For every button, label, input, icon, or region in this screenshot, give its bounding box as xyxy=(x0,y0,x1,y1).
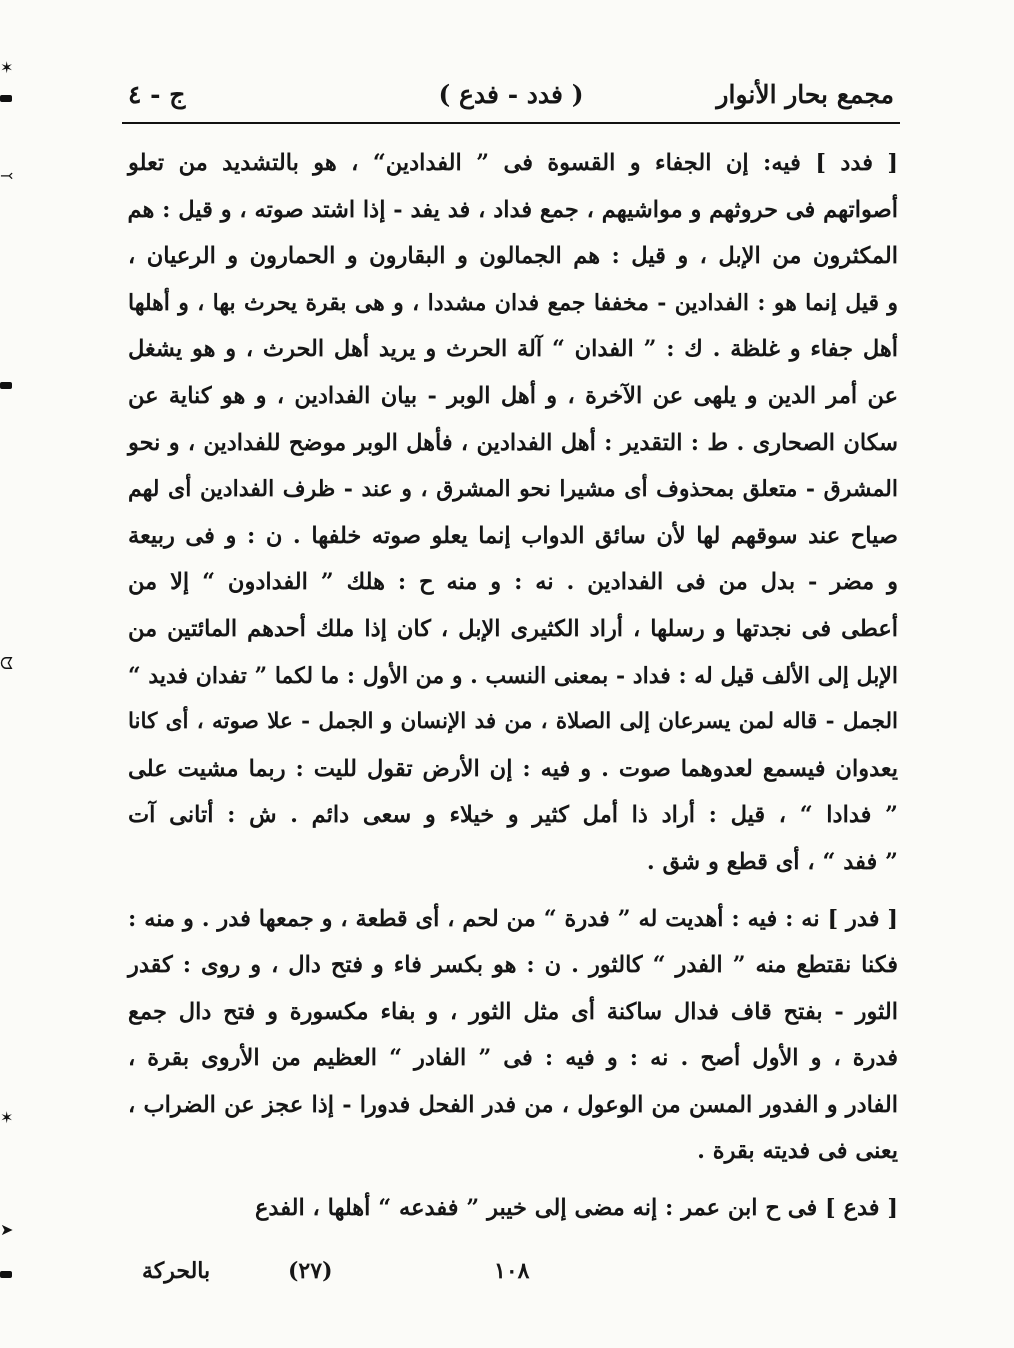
margin-tick-mark: ᗧ xyxy=(0,654,14,673)
book-title: مجمع بحار الأنوار xyxy=(716,80,894,109)
text-line: الجمل - قاله لمن يسرعان إلى الصلاة ، من فد الإنسان و الجمل - علا صوته ، أى كانا xyxy=(128,709,898,735)
text-line: سكان الصحارى . ط : التقدير : أهل الفدادين ، فأهل الوبر موضح للفدادين ، و نحو xyxy=(128,429,898,456)
text-line: الفادر و الفدور المسن من الوعول ، من فدر الفحل فدورا - إذا عجز عن الضراب ، xyxy=(128,1091,898,1118)
page-footer xyxy=(128,1254,894,1294)
body-text xyxy=(128,140,898,1232)
text-line: يعنى فى فديته بقرة . xyxy=(697,1138,898,1165)
text-line: المكثرون من الإبل ، و قيل : هم الجمالون و البقارون و الحمارون و الرعيان ، xyxy=(128,243,898,270)
text-line: الإبل إلى الألف قيل له : فداد - بمعنى النسب . و من الأول : ما لكما ” تفدان فديد “ xyxy=(128,662,898,689)
margin-tick-mark: ⤙ xyxy=(0,166,14,185)
text-line: الثور - بفتح قاف فدال ساكنة أى مثل الثور ، و بفاء مكسورة و فتح دال جمع xyxy=(128,998,898,1025)
text-line: فدرة ، و الأول أصح . نه : و فيه : فى ” الفادر “ العظيم من الأروى بقرة ، xyxy=(128,1045,898,1072)
entry-paragraph xyxy=(128,140,898,886)
text-line: و قيل إنما هو : الفدادين - مخففا جمع فدان مشددا ، و هى بقرة يحرث بها ، و أهلها xyxy=(128,289,898,316)
text-line: أصواتهم فى حروثهم و مواشيهم ، جمع فداد ، فد يفد - إذا اشتد صوته ، و قيل : هم xyxy=(127,196,898,223)
catchword: بالحركة xyxy=(142,1258,211,1284)
paragraph-gap xyxy=(128,1175,898,1185)
page-number: ١٠٨ xyxy=(494,1258,530,1284)
text-line: [ فدد ] فيه: إن الجفاء و القسوة فى ” الفدادين“ ، هو بالتشديد من تعلو xyxy=(128,150,898,176)
text-line: [ فدع ] فى ح ابن عمر : إنه مضى إلى خيبر ” ففدعه “ أهلها ، الفدع xyxy=(254,1195,898,1222)
margin-bar-mark xyxy=(0,95,12,102)
running-header xyxy=(128,76,894,120)
entry-paragraph xyxy=(128,896,898,1176)
margin-star-mark: ✶ xyxy=(0,58,14,77)
text-line: صياح عند سوقهم لها لأن سائق الدواب إنما يعلو صوته خلفها . ن : و فى ربيعة xyxy=(128,522,898,549)
section-range: ( فدد - فدع ) xyxy=(438,80,584,109)
entry-paragraph xyxy=(128,1185,898,1232)
text-line: المشرق - متعلق بمحذوف أى مشيرا نحو المشرق ، و عند - ظرف الفدادين أى لهم xyxy=(128,476,898,503)
text-line: أهل جفاء و غلظة . ك : ” الفدان “ آلة الحرث و يريد أهل الحرث ، و هو يشغل xyxy=(128,336,898,363)
text-line: أعطى فى نجدتها و رسلها ، أراد الكثيرى الإبل ، كان إذا ملك أحدهم المائتين من xyxy=(128,615,898,642)
text-line: عن أمر الدين و يلهى عن الآخرة ، و أهل الوبر - بيان الفدادين ، و هو كناية عن xyxy=(128,382,898,409)
margin-tick-mark: ➤ xyxy=(0,1220,14,1239)
text-line: [ فدر ] نه : فيه : أهديت له ” فدرة “ من لحم ، أى قطعة ، و جمعها فدر . و منه : xyxy=(128,905,898,932)
text-line: يعدوان فيسمع لعدوهما صوت . و فيه : إن الأرض تقول لليت : ربما مشيت على xyxy=(128,755,898,782)
margin-bar-mark xyxy=(0,382,12,389)
volume-number: (٢٧) xyxy=(288,1258,333,1284)
text-line: ” فدادا “ ، قيل : أراد ذا أمل كثير و خيلاء و سعى دائم . ش : أتانى آت xyxy=(128,802,898,829)
margin-star-mark: ✶ xyxy=(0,1108,14,1127)
paragraph-gap xyxy=(128,886,898,896)
text-line: و مضر - بدل من فى الفدادين . نه : و منه ح : هلك ” الفدادون “ إلا من xyxy=(128,569,898,596)
volume-label: ج - ٤ xyxy=(128,80,186,109)
text-line: ” ففد “ ، أى قطع و شق . xyxy=(646,848,898,875)
margin-bar-mark xyxy=(0,1271,12,1278)
header-rule xyxy=(122,122,900,124)
text-line: فكنا نقتطع منه ” الفدر “ كالثور . ن : هو بكسر فاء و فتح دال ، و روى : كقدر xyxy=(128,952,898,979)
